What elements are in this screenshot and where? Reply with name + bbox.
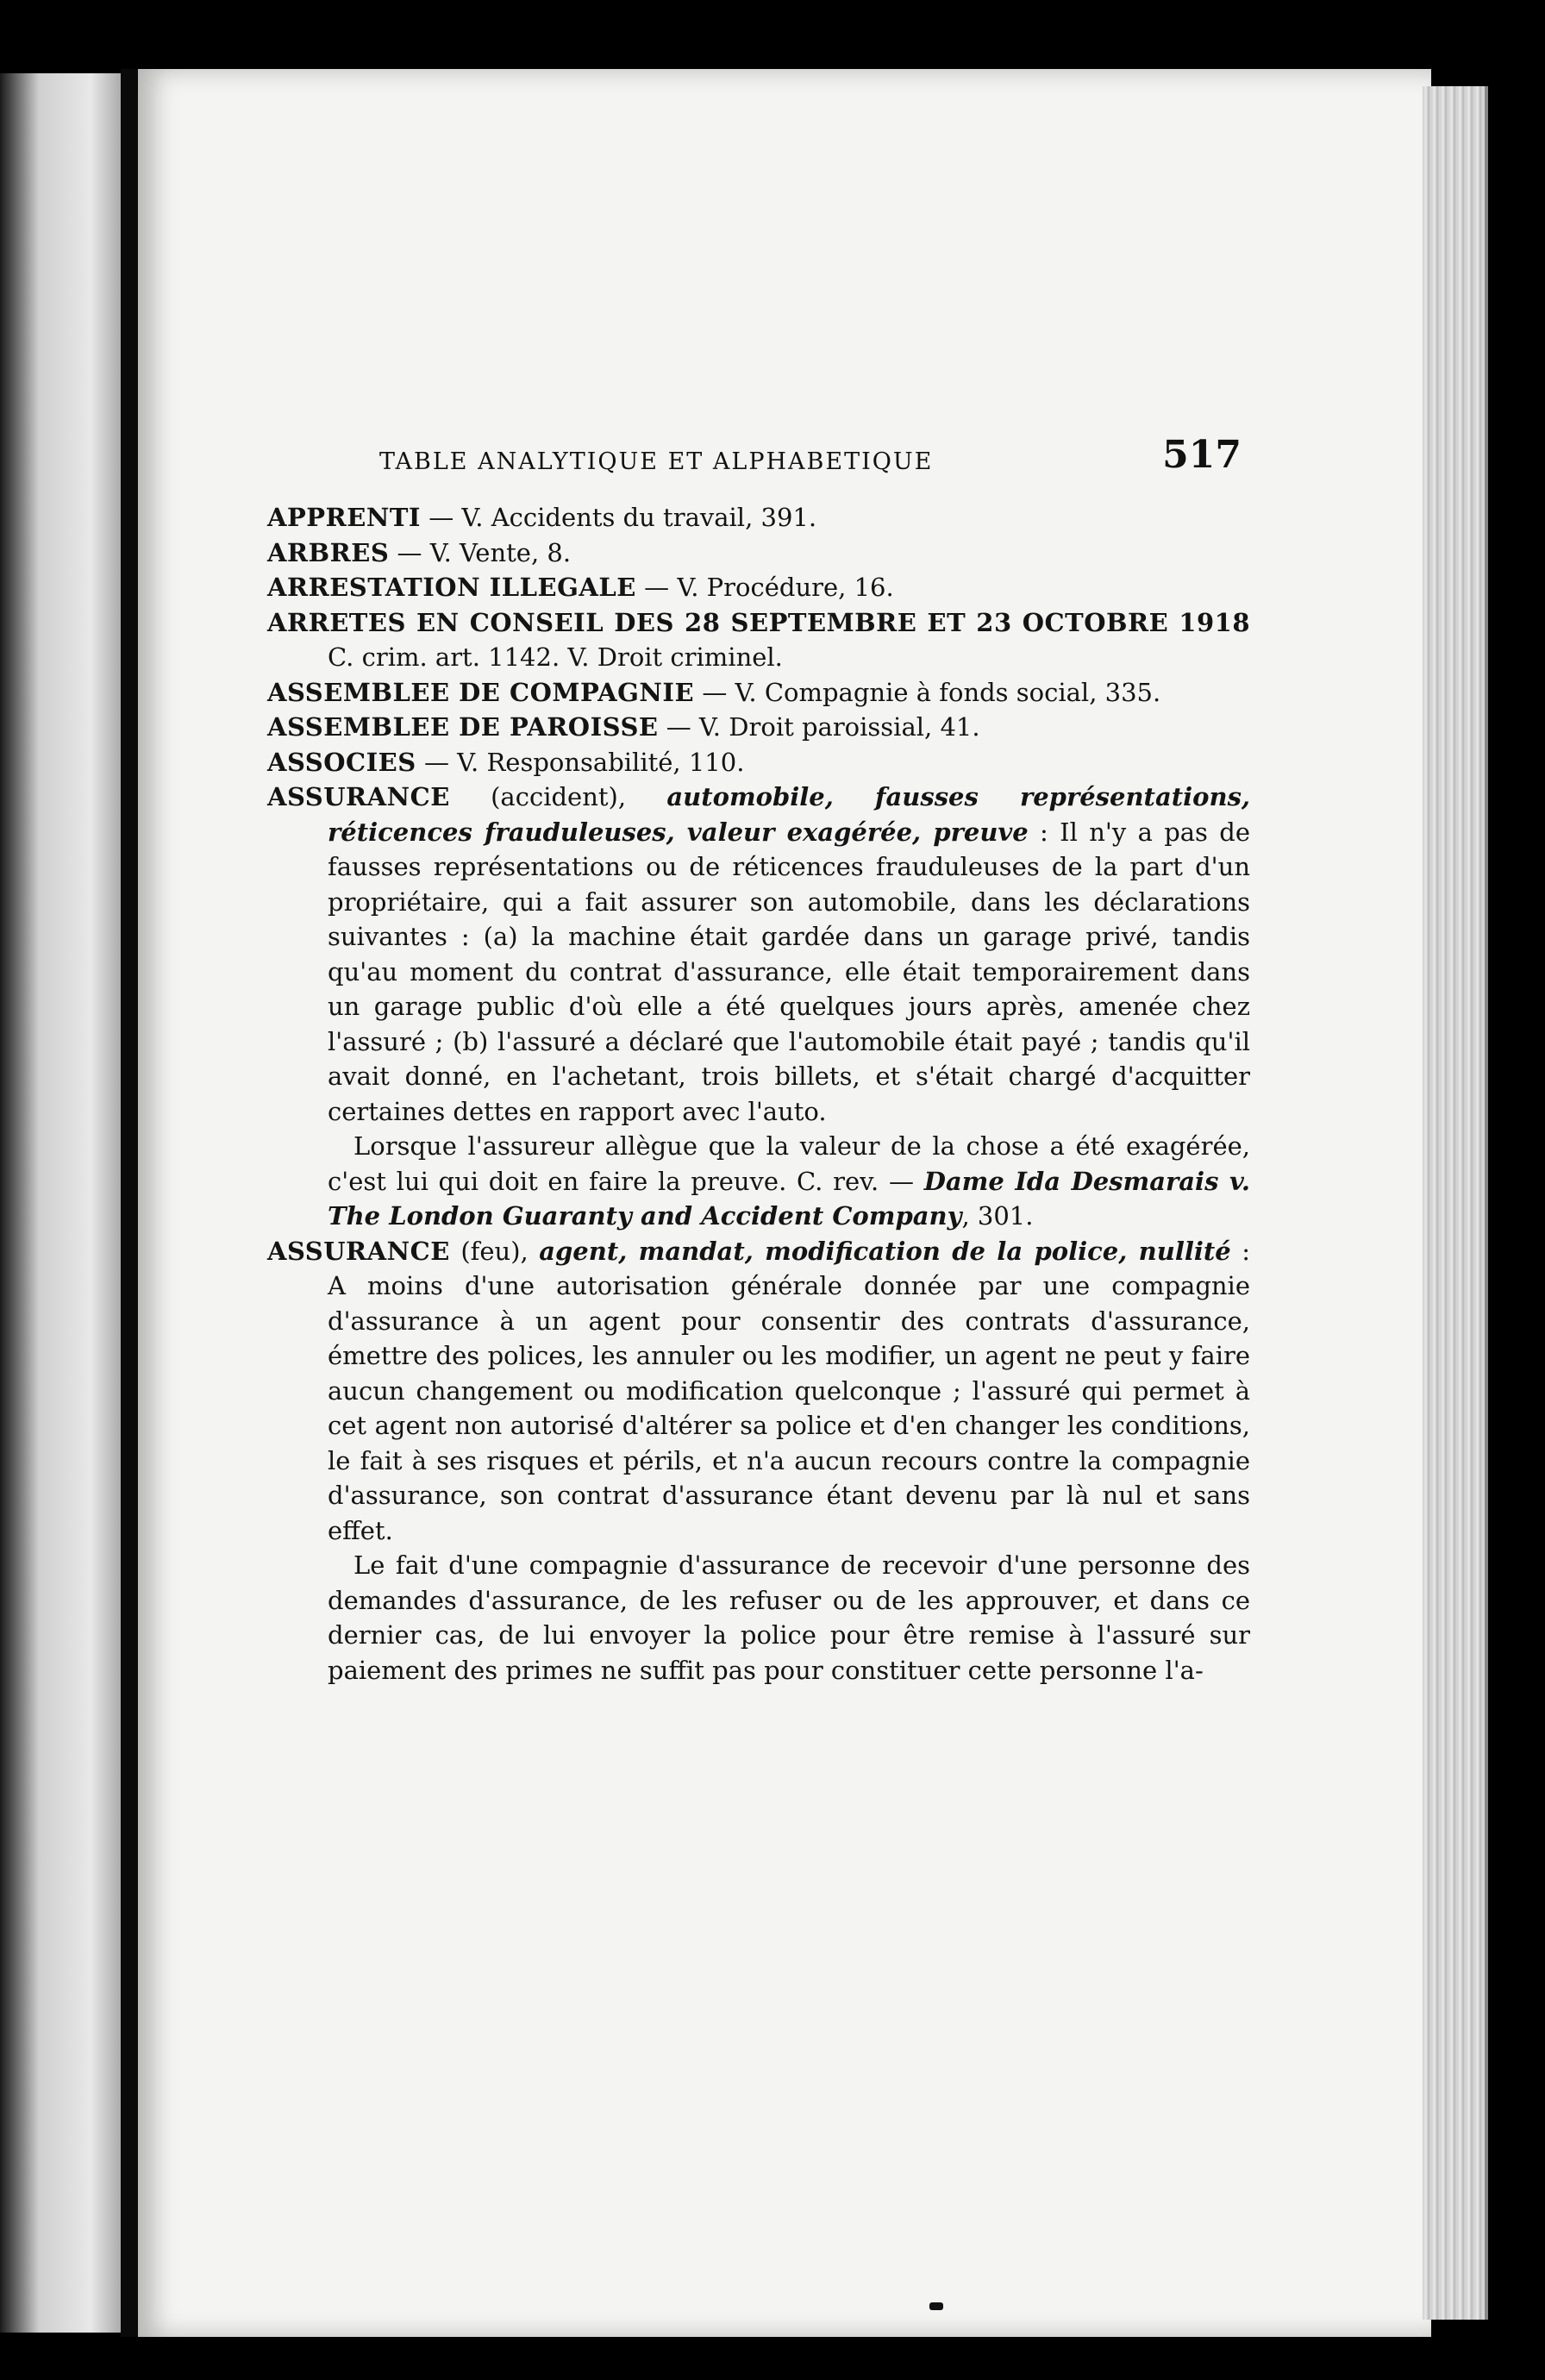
entry-head: ASSURANCE (267, 782, 450, 811)
index-entry (267, 570, 1250, 605)
entry-head: ASSEMBLEE DE COMPAGNIE (267, 677, 695, 707)
entry-head: APPRENTI (267, 503, 421, 532)
entry-text: — V. Accidents du travail, 391. (428, 503, 817, 532)
index-entry (267, 745, 1250, 780)
entry-text: — V. Responsabilité, 110. (423, 747, 745, 777)
index-entry (267, 710, 1250, 745)
entry-head: ASSEMBLEE DE PAROISSE (267, 712, 659, 742)
case-citation: Dame Ida Desmarais v. The London Guaranty and Accident Company (328, 1166, 1251, 1231)
page-stack-edge (1423, 86, 1488, 2320)
index-entry-assurance-accident (267, 780, 1250, 1129)
running-header (379, 423, 1242, 483)
page-number: 517 (1162, 433, 1242, 477)
entry-head: ARRESTATION ILLEGALE (267, 573, 636, 602)
entry-paragraph-text: Le fait d'une compagnie d'assurance de recevoir d'une personne des demandes d'assurance, de les refuser ou de les approuver, et dans ce dernier cas, de lui envoyer la police pour être remise à l'assuré sur paiement des primes ne suffit pas pour constituer cette personne l'a- (328, 1550, 1250, 1685)
entry-keywords: agent, mandat, modification de la police, nullité (539, 1236, 1231, 1266)
entry-text: C. crim. art. 1142. V. Droit criminel. (328, 642, 783, 672)
entry-paragraph (267, 1129, 1250, 1234)
entry-text: — V. Vente, 8. (397, 537, 572, 567)
entry-head: ARRETES EN CONSEIL DES 28 SEPTEMBRE ET 23 OCTOBRE 1918 (267, 607, 1250, 637)
entry-head: ASSURANCE (267, 1236, 450, 1266)
left-page-edge (0, 73, 129, 2333)
book-spine (121, 69, 140, 2337)
header-title: TABLE ANALYTIQUE ET ALPHABETIQUE (379, 448, 934, 475)
entry-qualifier: (accident), (449, 782, 667, 811)
entry-keywords: automobile, fausses représentations, réticences frauduleuses, valeur exagérée, preuve (328, 782, 1250, 847)
index-entry (267, 675, 1250, 711)
page-content (138, 69, 1431, 2337)
entry-head: ARBRES (267, 537, 390, 567)
entry-head: ASSOCIES (267, 747, 416, 777)
index-entry (267, 605, 1250, 675)
index-entry-assurance-feu (267, 1234, 1250, 1549)
entry-paragraph (267, 1548, 1250, 1688)
case-page: , 301. (961, 1201, 1034, 1231)
entry-text: : Il n'y a pas de fausses représentations ou de réticences frauduleuses de la part d'un propriétaire, qui a fait assurer son automobile, dans les déclarations suivantes : (a) la machine était gardée dans un garage privé, tandis qu'au moment du contrat d'assurance, elle était temporairement dans un garage public d'où elle a été quelques jours après, amenée chez l'assuré ; (b) l'assuré a déclaré que l'automobile était payé ; tandis qu'il avait donné, en l'achetant, trois billets, et s'était chargé d'acquitter certaines dettes en rapport avec l'auto. (328, 817, 1250, 1126)
entry-text: — V. Droit paroissial, 41. (666, 712, 980, 742)
entry-paragraph-text: Lorsque l'assureur allègue que la valeur de la chose a été exagérée, c'est lui qui doit en faire la preuve. C. rev. — (328, 1131, 1250, 1196)
index-entry (267, 536, 1250, 571)
index-entry (267, 500, 1250, 536)
entry-text: — V. Procédure, 16. (644, 573, 894, 602)
entry-text: : A moins d'une autorisation générale donnée par une compagnie d'assurance à un agent pour consentir des contrats d'assurance, émettre des polices, les annuler ou les modifier, un agent ne peut y faire aucun changement ou modification quelconque ; l'assuré qui permet à cet agent non autorisé d'altérer sa police et d'en changer les conditions, le fait à ses risques et périls, et n'a aucun recours contre la compagnie d'assurance, son contrat d'assurance étant devenu par là nul et sans effet. (328, 1236, 1250, 1545)
index-entries (267, 500, 1250, 1688)
entry-text: — V. Compagnie à fonds social, 335. (702, 677, 1161, 707)
ink-mark (929, 2302, 943, 2310)
entry-qualifier: (feu), (449, 1236, 540, 1266)
